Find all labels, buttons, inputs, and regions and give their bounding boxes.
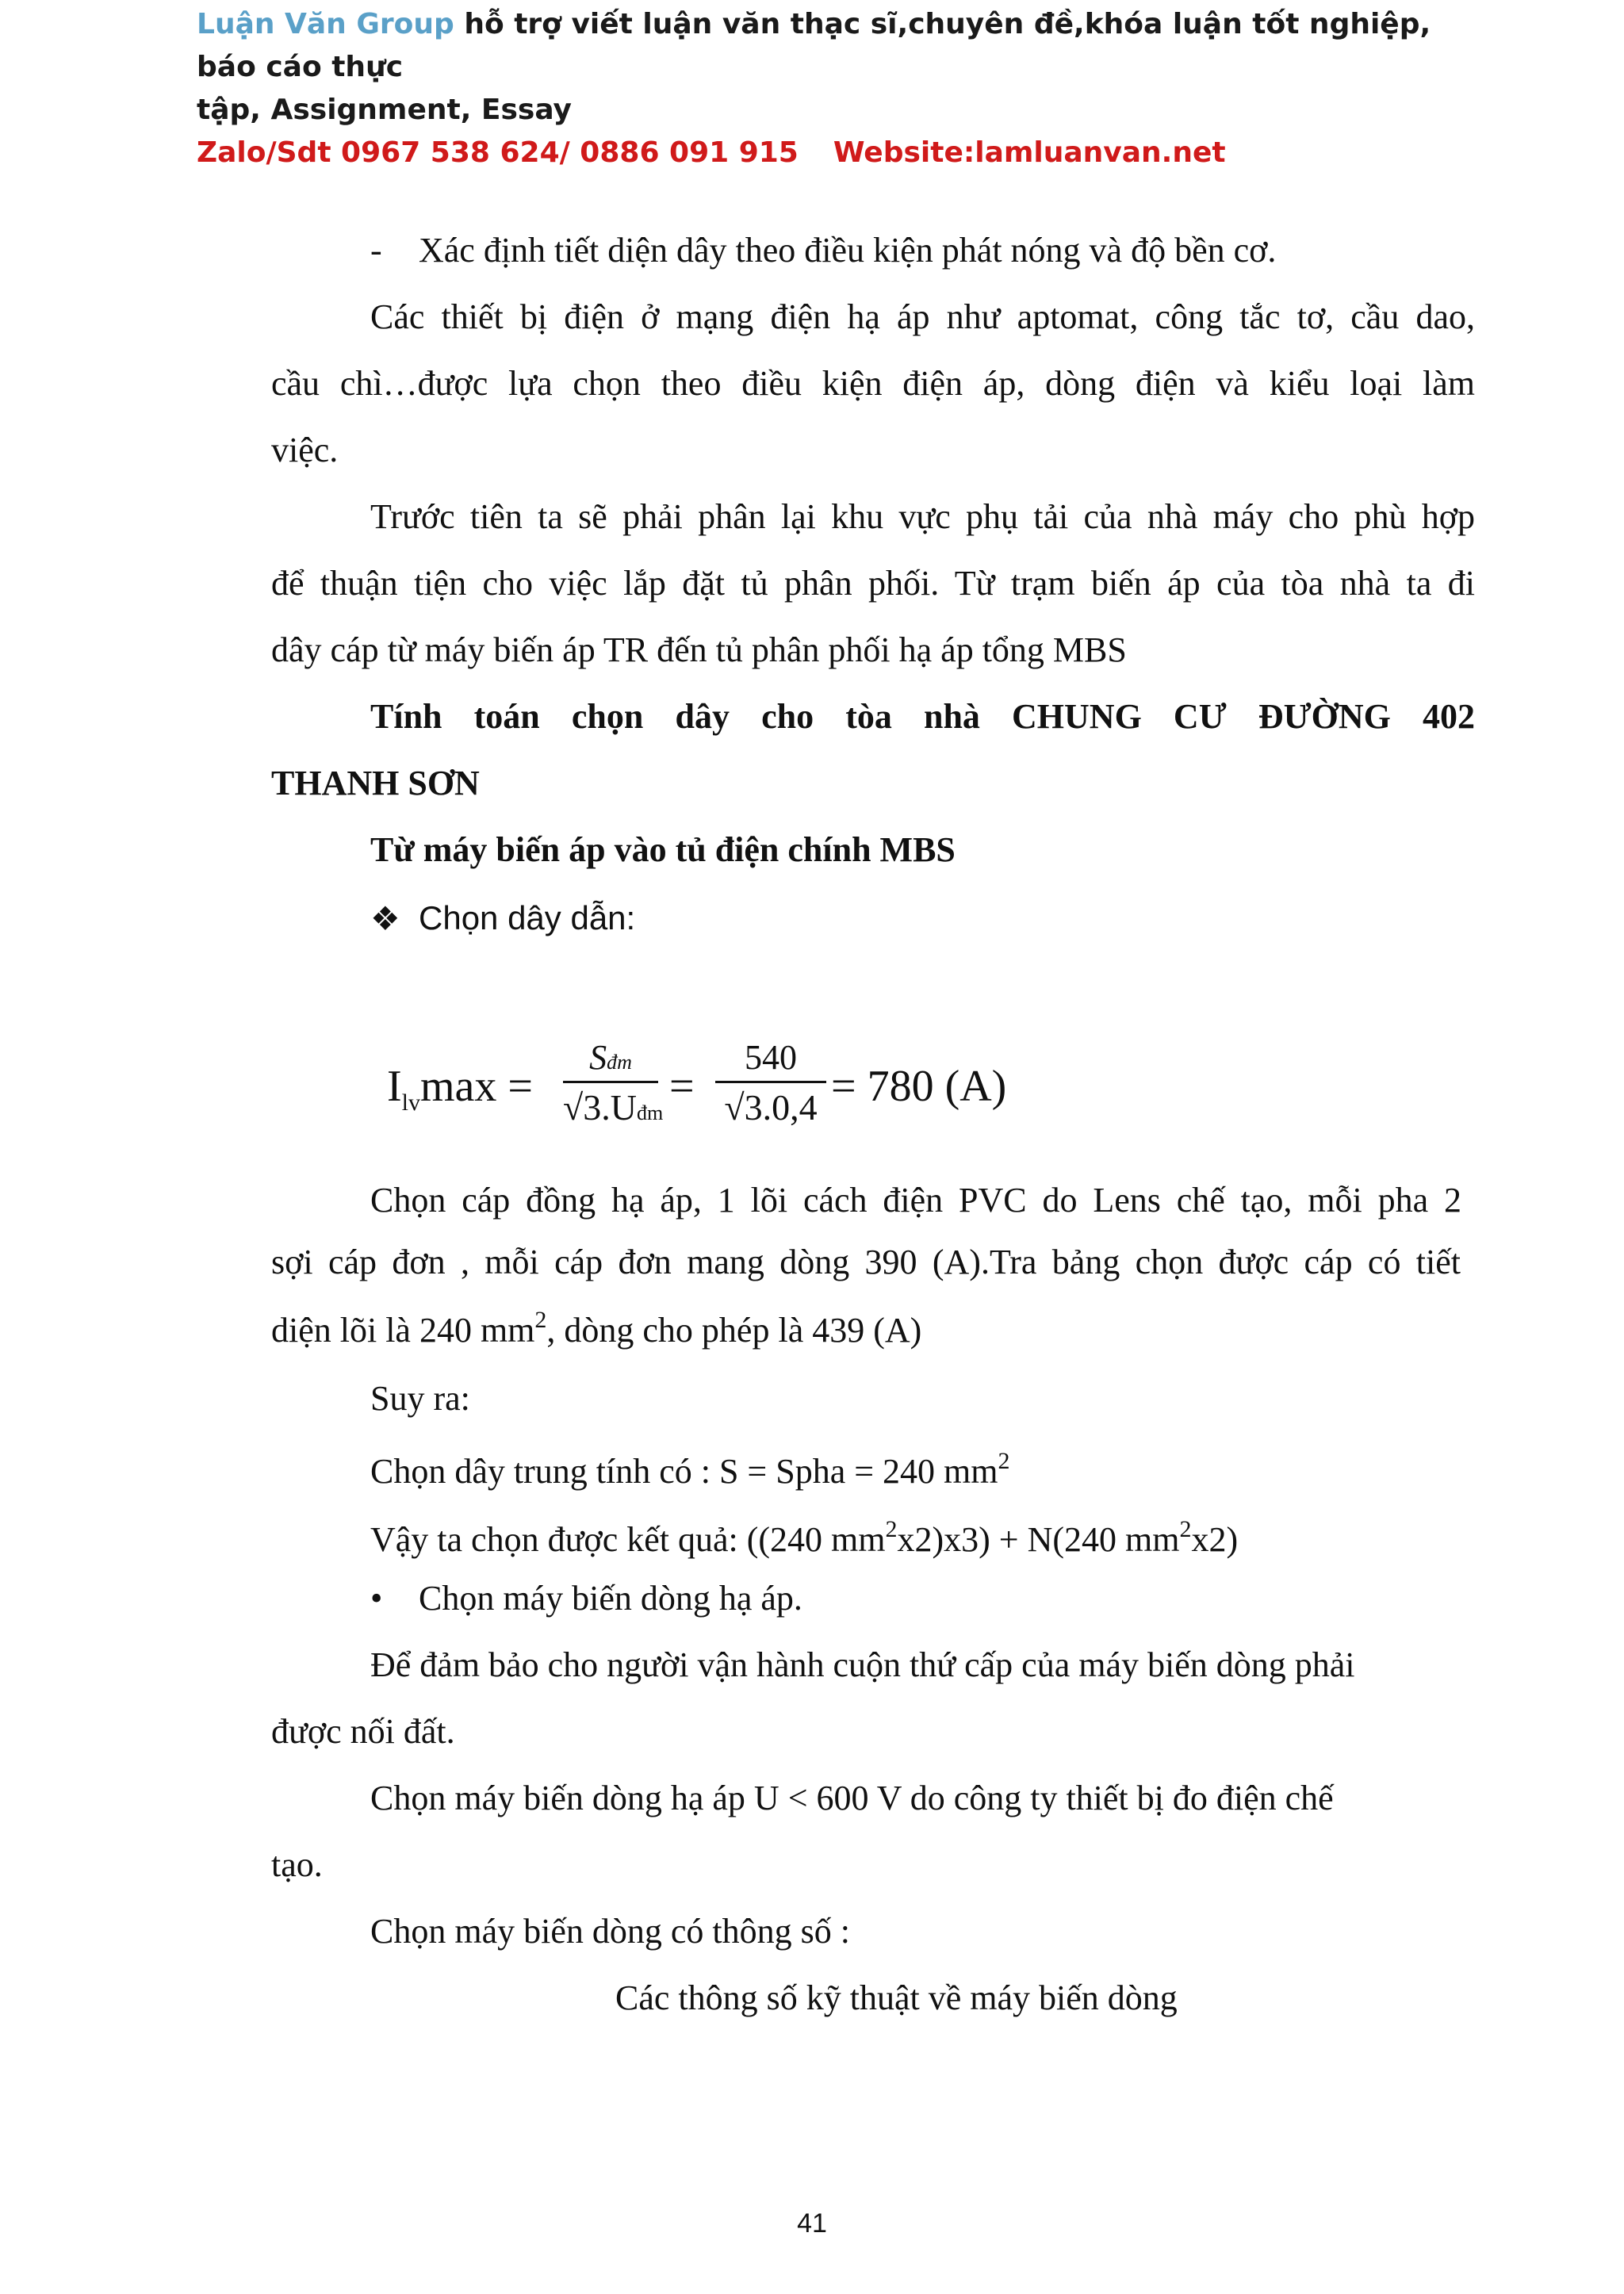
para5-line2: tạo. <box>271 1845 323 1884</box>
formula-i-sub: lv <box>401 1090 420 1116</box>
header-phone: Zalo/Sdt 0967 538 624/ 0886 091 915 <box>197 136 799 169</box>
formula-fraction-1 <box>563 1037 664 1128</box>
para2-line2: để thuận tiện cho việc lắp đặt tủ phân phối. Từ trạm biến áp của tòa nhà ta đi <box>271 564 1475 603</box>
fraction-1-denominator: √3.Uđm <box>563 1087 664 1128</box>
neutral-wire-line: Chọn dây trung tính có : S = Spha = 240 $mm^2$ <box>370 1448 1010 1491</box>
suy-ra: Suy ra: <box>370 1379 470 1418</box>
formula-i: I <box>387 1062 402 1111</box>
heading-line2: THANH SƠN <box>271 764 480 802</box>
para2-line1: Trước tiên ta sẽ phải phân lại khu vực phụ tải của nhà máy cho phù hợp <box>370 497 1475 536</box>
header-tagline: hỗ trợ viết luận văn thạc sĩ,chuyên đề,khóa luận tốt nghiệp, báo cáo thực <box>197 8 1431 83</box>
table-caption: Các thông số kỹ thuật về máy biến dòng <box>615 1978 1178 2017</box>
para4-line2: được nối đất. <box>271 1712 455 1751</box>
dash-bullet-text: Xác định tiết diện dây theo điều kiện phát nóng và độ bền cơ. <box>419 231 1277 270</box>
para3-line1: Chọn cáp đồng hạ áp, 1 lõi cách điện PVC do Lens chế tạo, mỗi pha 2 <box>370 1181 1461 1220</box>
fraction-1-numerator: Sđm <box>589 1038 632 1077</box>
para2-line3: dây cáp từ máy biến áp TR đến tủ phân phối hạ áp tổng MBS <box>271 630 1127 669</box>
para3-line2: sợi cáp đơn , mỗi cáp đơn mang dòng 390 (A).Tra bảng chọn được cáp có tiết <box>271 1243 1461 1281</box>
header-contact <box>197 132 1465 174</box>
formula-fraction-2 <box>715 1037 826 1128</box>
promo-header <box>197 3 1465 174</box>
chon-day-dan-label: Chọn dây dẫn: <box>419 899 636 936</box>
formula-max: max = <box>420 1062 533 1111</box>
para3-line3: diện lõi là 240 $mm^2$, dòng cho phép là 439 (A) <box>271 1307 922 1350</box>
fraction-2-denominator: √3.0,4 <box>724 1087 818 1128</box>
formula-equals: = <box>669 1062 695 1111</box>
result-line: Vậy ta chọn được kết quả: ((240 $mm^2x2)x3) + N(240$ $mm^2x2$) <box>370 1516 1239 1559</box>
current-formula <box>387 1029 1021 1156</box>
formula-lhs <box>387 1061 533 1116</box>
fraction-2-bar <box>715 1081 826 1083</box>
header-line-2: tập, Assignment, Essay <box>197 94 573 126</box>
formula-result: = 780 (A) <box>831 1062 1007 1111</box>
para1-line3: việc. <box>271 431 339 469</box>
para4-line1: Để đảm bảo cho người vận hành cuộn thứ cấp của máy biến dòng phải <box>370 1645 1355 1684</box>
diamond-bullet-icon: ❖ <box>370 900 400 937</box>
page-number: 41 <box>797 2208 827 2238</box>
brand-name: Luận Văn Group <box>197 8 454 40</box>
para1-line2: cầu chì…được lựa chọn theo điều kiện điện áp, dòng điện và kiểu loại làm <box>271 364 1475 403</box>
fraction-1-bar <box>563 1081 658 1083</box>
dot-bullet-icon: • <box>370 1579 383 1618</box>
para5-line1: Chọn máy biến dòng hạ áp U < 600 V do công ty thiết bị đo điện chế <box>370 1779 1334 1817</box>
para1-line1: Các thiết bị điện ở mạng điện hạ áp như aptomat, công tắc tơ, cầu dao, <box>370 297 1475 336</box>
fraction-2-numerator: 540 <box>745 1038 797 1077</box>
chon-bien-dong: Chọn máy biến dòng hạ áp. <box>419 1579 802 1618</box>
subheading: Từ máy biến áp vào tủ điện chính MBS <box>370 830 956 869</box>
para6: Chọn máy biến dòng có thông số : <box>370 1912 850 1951</box>
header-line-1 <box>197 3 1465 89</box>
header-website: Website:lamluanvan.net <box>833 136 1226 169</box>
heading-line1: Tính toán chọn dây cho tòa nhà CHUNG CƯ ĐƯỜNG 402 <box>370 697 1475 736</box>
dash-bullet: - <box>370 231 382 270</box>
